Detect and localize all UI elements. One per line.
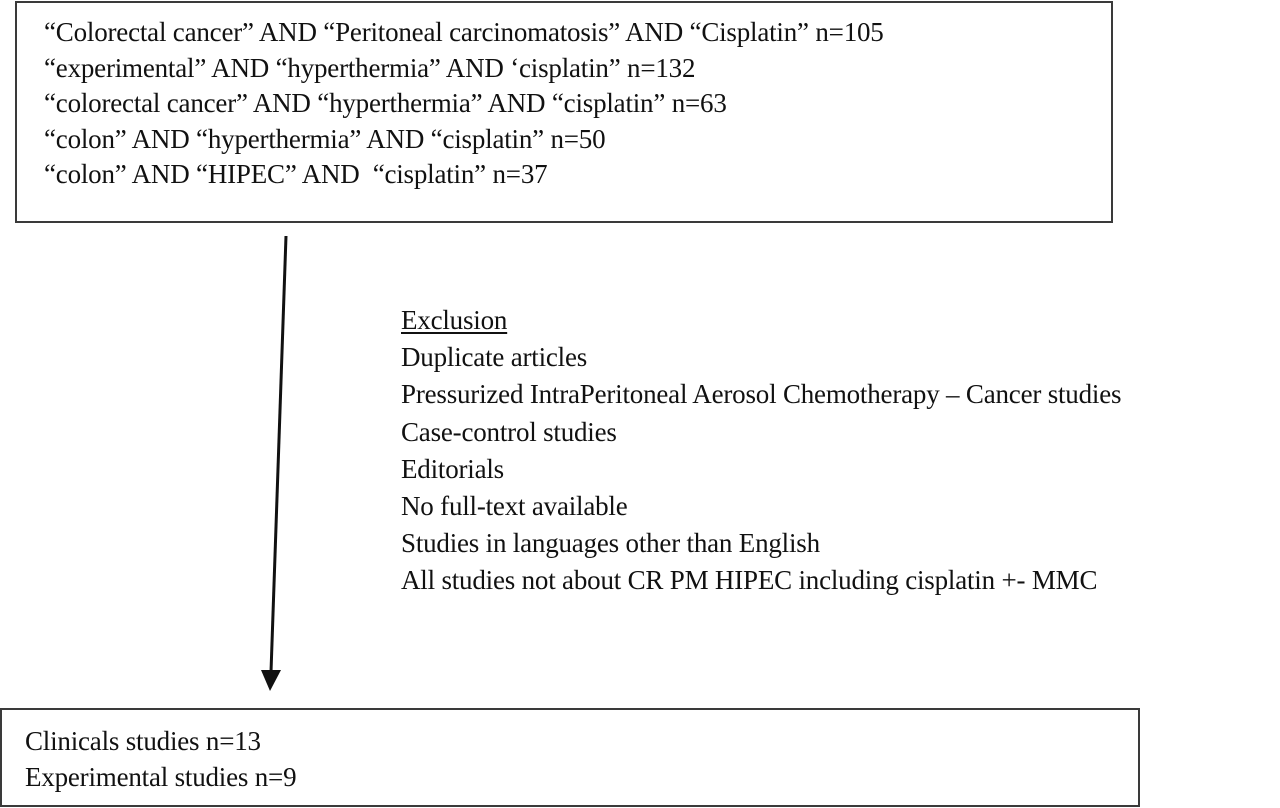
exclusion-item: All studies not about CR PM HIPEC including cisplatin +- MMC <box>401 565 1098 596</box>
exclusion-criteria <box>401 302 1121 600</box>
arrow-head-icon <box>261 670 281 691</box>
result-line: Clinicals studies n=13 <box>25 726 261 756</box>
exclusion-item: Studies in languages other than English <box>401 528 820 559</box>
search-query-line: “colon” AND “hyperthermia” AND “cisplatin” n=50 <box>44 123 606 154</box>
exclusion-item: No full-text available <box>401 491 628 522</box>
included-studies-box <box>0 708 1140 807</box>
result-line: Experimental studies n=9 <box>25 761 297 792</box>
arrow-shaft <box>271 236 286 672</box>
exclusion-item: Case-control studies <box>401 416 617 447</box>
search-query-line: “colon” AND “HIPEC” AND “cisplatin” n=37 <box>44 159 548 189</box>
exclusion-item: Editorials <box>401 453 504 484</box>
exclusion-item: Pressurized IntraPeritoneal Aerosol Chemotherapy – Cancer studies <box>401 379 1122 410</box>
search-query-line: “colorectal cancer” AND “hyperthermia” AND “cisplatin” n=63 <box>44 88 727 118</box>
search-query-line: “experimental” AND “hyperthermia” AND ‘cisplatin” n=132 <box>44 52 696 83</box>
exclusion-item: Duplicate articles <box>401 342 588 373</box>
search-queries-box <box>15 1 1113 223</box>
search-query-line: “Colorectal cancer” AND “Peritoneal carcinomatosis” AND “Cisplatin” n=105 <box>44 17 884 47</box>
exclusion-heading: Exclusion <box>401 305 508 335</box>
